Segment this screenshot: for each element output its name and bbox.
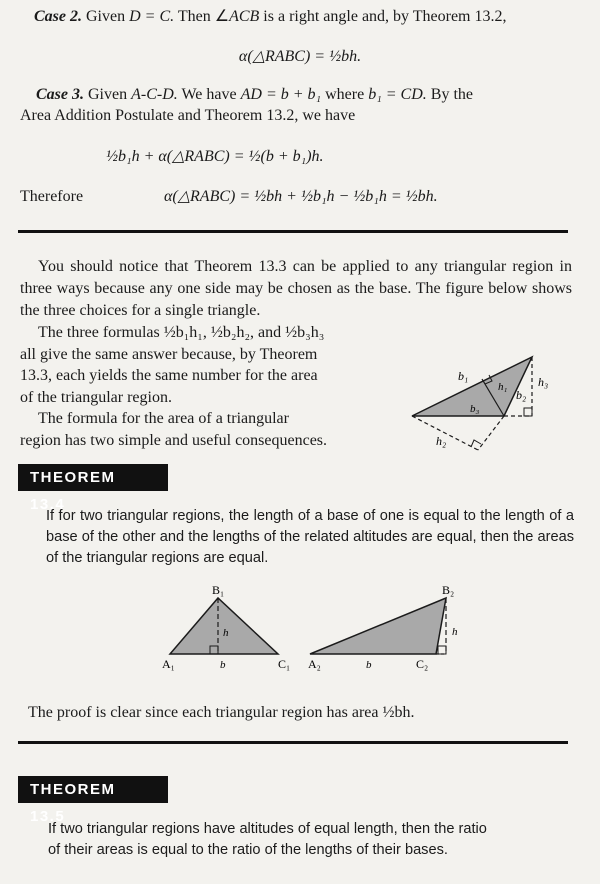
case3-text: We have	[177, 86, 241, 103]
notice-line: The three formulas ½b₁h₁, ½b₂h₂, and ½b₃h₃	[38, 324, 325, 341]
triangle-altitudes-figure	[400, 350, 580, 462]
label-h2: h₂	[436, 434, 447, 448]
right-angle-mark	[438, 646, 446, 654]
case2-math: D = C.	[129, 8, 175, 25]
case3-math: b₁ = CD.	[368, 86, 427, 103]
two-triangles-figure	[150, 580, 470, 675]
case2-text: Given	[82, 8, 130, 25]
theorem-13-4-heading: THEOREM 13.4	[18, 464, 168, 491]
label-C2: C₂	[416, 657, 429, 671]
label-h3: h₃	[538, 375, 549, 389]
label-h-2: h	[452, 626, 458, 638]
section-divider	[18, 230, 568, 233]
case2-label: Case 2.	[34, 8, 82, 25]
case3-line2: Area Addition Postulate and Theorem 13.2, we have	[20, 107, 356, 124]
label-b-1: b	[220, 659, 226, 671]
case3-label: Case 3.	[36, 86, 84, 103]
label-A1: A₁	[162, 657, 175, 671]
case3-formula: ½b₁h + α(△RABC) = ½(b + b₁)h.	[106, 148, 324, 165]
theorem-13-5-line: If two triangular regions have altitudes of equal length, then the ratio	[48, 821, 487, 837]
label-b3: b₃	[470, 403, 480, 415]
triangle-1	[170, 598, 278, 654]
theorem-13-5-text	[48, 819, 588, 861]
case3-math: A-C-D.	[131, 86, 178, 103]
right-angle-mark	[471, 440, 481, 447]
theorem-13-5-heading: THEOREM 13.5	[18, 776, 168, 803]
label-h-1: h	[223, 627, 229, 639]
case3-math: AD = b + b₁	[240, 86, 322, 103]
section-divider	[18, 741, 568, 744]
triangle-2	[310, 598, 446, 654]
notice-line: of the triangular region.	[20, 388, 172, 406]
case2-text: is a right angle and, by Theorem 13.2,	[259, 8, 507, 25]
therefore-formula: α(△RABC) = ½bh + ½b₁h − ½b₁h = ½bh.	[164, 188, 438, 205]
case2-text: Then ∠	[174, 8, 230, 25]
right-angle-mark	[524, 408, 532, 416]
notice-line: The formula for the area of a triangular	[38, 410, 289, 427]
therefore-label: Therefore	[20, 188, 84, 205]
label-b1: b₁	[458, 369, 469, 383]
theorem-13-5-line: of their areas is equal to the ratio of the lengths of their bases.	[48, 842, 448, 858]
case3-text: where	[321, 86, 369, 103]
case3-text: Given	[84, 86, 132, 103]
label-b-2: b	[366, 659, 372, 671]
notice-line: 13.3, each yields the same number for the area	[20, 367, 318, 384]
label-B1: B₁	[212, 583, 225, 597]
label-C1: C₁	[278, 657, 291, 671]
theorem-13-4-text: If for two triangular regions, the length of a base of one is equal to the length of a base of the other and the lengths of the related altitudes are equal, then the areas of the triangular regions are equal.	[46, 508, 574, 566]
notice-paragraph: You should notice that Theorem 13.3 can be applied to any triangular region in three ways because any one side may be chosen as the base. The figure below shows the three choices for a single triangle.	[20, 258, 572, 319]
label-h1: h₁	[498, 381, 508, 393]
notice-second-block	[20, 322, 390, 451]
label-A2: A₂	[308, 657, 321, 671]
case3-text: By the	[426, 86, 473, 103]
case2-formula: α(△RABC) = ½bh.	[238, 48, 362, 65]
label-b2: b₂	[516, 388, 527, 402]
case3-line1	[36, 84, 596, 106]
proof-text: The proof is clear since each triangular region has area ½bh.	[28, 704, 415, 721]
label-B2: B₂	[442, 583, 455, 597]
case2-math: ACB	[229, 8, 260, 25]
case2-line	[34, 6, 584, 28]
side-extension	[478, 416, 504, 450]
notice-line: all give the same answer because, by Theorem	[20, 345, 318, 363]
notice-line: region has two simple and useful consequences.	[20, 431, 328, 449]
